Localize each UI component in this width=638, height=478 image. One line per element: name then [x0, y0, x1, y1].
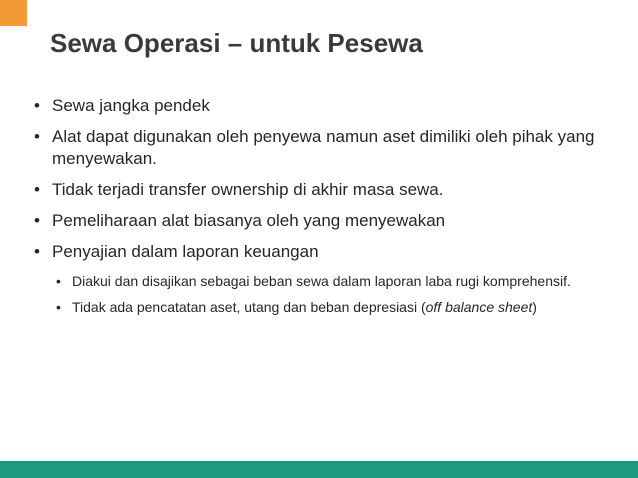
sub-bullet-item — [56, 272, 614, 291]
bullet-marker: • — [34, 127, 40, 146]
bullet-item — [34, 95, 614, 117]
bullet-item — [34, 210, 614, 232]
sub-bullet-text: Diakui dan disajikan sebagai beban sewa dalam laporan laba rugi komprehensif. — [72, 273, 571, 289]
bullet-list — [34, 95, 614, 324]
bullet-item — [34, 179, 614, 201]
sub-bullet-marker: • — [56, 273, 61, 289]
bullet-text: Penyajian dalam laporan keuangan — [52, 242, 319, 261]
accent-square — [0, 0, 27, 26]
bullet-marker: • — [34, 96, 40, 115]
footer-bar — [0, 461, 638, 478]
bullet-item — [34, 241, 614, 263]
bullet-text: Pemeliharaan alat biasanya oleh yang menyewakan — [52, 211, 446, 230]
sub-bullet-italic-term: off balance sheet — [425, 299, 533, 315]
bullet-marker: • — [34, 211, 40, 230]
bullet-marker: • — [34, 242, 40, 261]
bullet-text: Tidak terjadi transfer ownership di akhir masa sewa. — [52, 180, 444, 199]
bullet-marker: • — [34, 180, 40, 199]
slide-title: Sewa Operasi – untuk Pesewa — [50, 28, 423, 58]
bullet-item — [34, 126, 614, 170]
bullet-text: Alat dapat digunakan oleh penyewa namun aset dimiliki oleh pihak yang menyewakan. — [52, 127, 595, 168]
sub-bullet-text-start: Tidak ada pencatatan aset, utang dan beban depresiasi ( — [72, 299, 426, 315]
sub-bullet-marker: • — [56, 299, 61, 315]
sub-bullet-text-end: ) — [532, 299, 537, 315]
sub-bullet-text-wrapper — [72, 298, 537, 317]
sub-bullet-item — [56, 298, 614, 317]
bullet-text: Sewa jangka pendek — [52, 96, 210, 115]
